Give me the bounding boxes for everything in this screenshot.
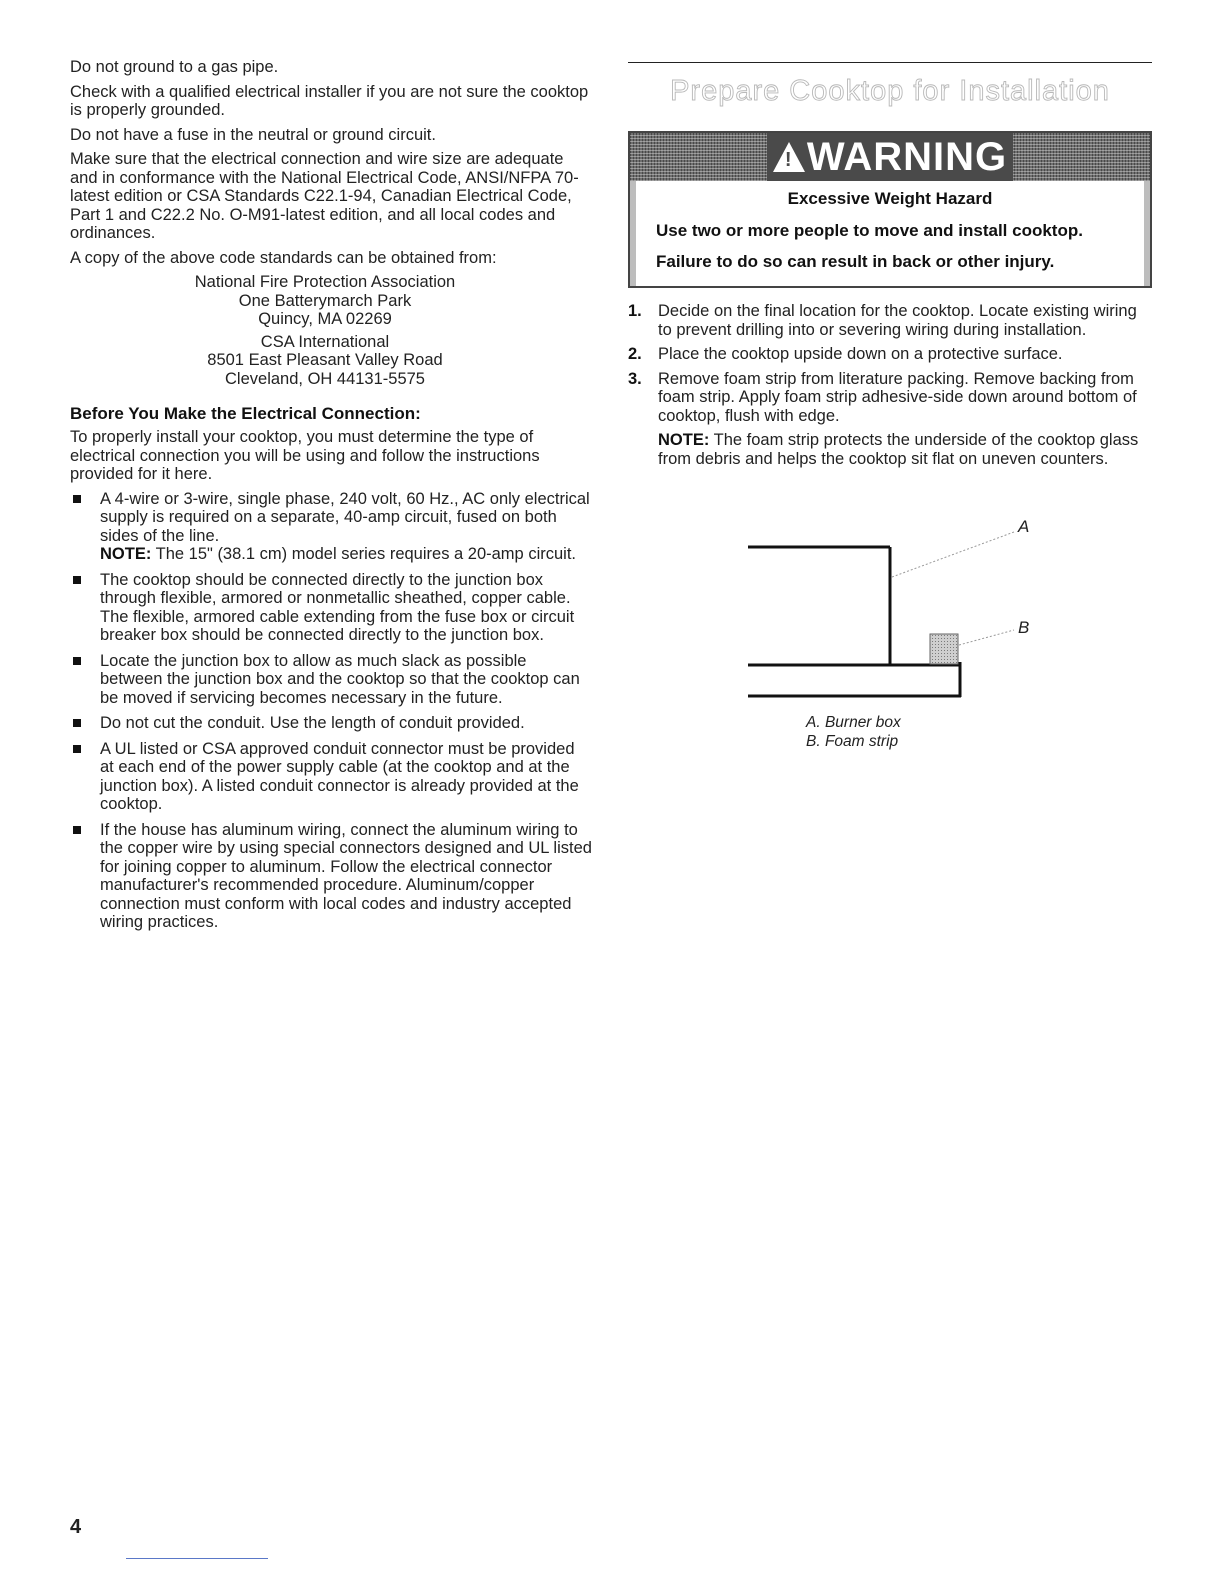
electrical-connection-intro: To properly install your cooktop, you must determine the type of electrical connection you will be using and follow the instructions provided for it here. xyxy=(70,428,540,483)
leader-line-b xyxy=(959,630,1014,645)
address-line: 8501 East Pleasant Valley Road xyxy=(207,351,443,369)
foam-strip-diagram xyxy=(740,512,1060,712)
footer-rule xyxy=(126,1558,268,1559)
warning-banner xyxy=(630,133,1150,181)
section-title: Prepare Cooktop for Installation xyxy=(670,75,1110,107)
address-line: Quincy, MA 02269 xyxy=(258,310,392,328)
intro-paragraph: Make sure that the electrical connection and wire size are adequate and in conformance with the National Electrical Code, ANSI/NFPA 70-latest edition or CSA Standards C22.1-94, Canadian Electrical Code, Part 1 and C22.2 No. O-M91-latest edition, and all local codes and ordinances. xyxy=(70,150,579,242)
intro-paragraph: Check with a qualified electrical installer if you are not sure the cooktop is properly grounded. xyxy=(70,82,589,119)
page-number: 4 xyxy=(70,1516,82,1538)
step-text: Place the cooktop upside down on a protective surface. xyxy=(658,345,1063,363)
square-bullet-icon xyxy=(73,719,81,727)
list-item-text: Do not cut the conduit. Use the length of conduit provided. xyxy=(100,714,525,732)
step-text: Remove foam strip from literature packing. Remove backing from foam strip. Apply foam strip adhesive-side down around bottom of cooktop, flush with edge. xyxy=(658,369,1137,425)
intro-paragraph: Do not have a fuse in the neutral or ground circuit. xyxy=(70,125,436,144)
warning-line: Failure to do so can result in back or other injury. xyxy=(656,252,1055,271)
cooktop-glass-outline xyxy=(748,662,961,697)
figure-label-a: A xyxy=(1018,517,1030,536)
installation-steps xyxy=(628,302,1152,468)
list-item-text: A 4-wire or 3-wire, single phase, 240 volt, 60 Hz., AC only electrical supply is required on a separate, 40-amp circuit, fused on both sides of the line. xyxy=(100,489,590,545)
square-bullet-icon xyxy=(73,657,81,665)
warning-word: WARNING xyxy=(806,135,1008,179)
figure-caption xyxy=(806,713,901,751)
warning-signal xyxy=(767,133,1013,181)
note-label: NOTE: xyxy=(100,545,152,563)
address-line: Cleveland, OH 44131-5575 xyxy=(225,369,425,388)
square-bullet-icon xyxy=(73,745,81,753)
intro-paragraph: Do not ground to a gas pipe. xyxy=(70,58,279,76)
step-item xyxy=(628,345,1152,364)
note-text: The 15" (38.1 cm) model series requires a 20-amp circuit. xyxy=(151,545,576,563)
square-bullet-icon xyxy=(73,826,81,834)
step-number: 1. xyxy=(628,302,642,320)
electrical-connection-heading: Before You Make the Electrical Connection: xyxy=(70,404,421,423)
list-item-text: The cooktop should be connected directly to the junction box through flexible, armored or nonmetallic sheathed, copper cable. The flexible, armored cable extending from the fuse box or circuit breaker box should be connected directly to the junction box. xyxy=(100,570,575,644)
list-item xyxy=(70,714,592,733)
caption-line: A. Burner box xyxy=(806,714,901,731)
square-bullet-icon xyxy=(73,495,81,503)
step-note xyxy=(658,431,1152,468)
step-text: Decide on the final location for the cooktop. Locate existing wiring to prevent drilling into or severing wiring during installation. xyxy=(658,302,1137,339)
foam-strip xyxy=(930,634,958,664)
list-item-text: A UL listed or CSA approved conduit connector must be provided at each end of the power supply cable (at the cooktop and at the junction box). A listed conduit connector is already provided at the cooktop. xyxy=(100,739,579,813)
list-item xyxy=(70,740,592,814)
caption-line: B. Foam strip xyxy=(806,733,899,750)
list-item-text: If the house has aluminum wiring, connect the aluminum wiring to the copper wire by using special connectors designed and UL listed for joining copper to aluminum. Follow the electrical connector manufacturer's recommended procedure. Aluminum/copper connection must conform with local codes and industry accepted wiring practices. xyxy=(100,820,592,931)
step-number: 2. xyxy=(628,345,642,363)
square-bullet-icon xyxy=(73,576,81,584)
step-item xyxy=(628,370,1152,469)
warning-triangle-icon: ! xyxy=(773,142,805,172)
intro-paragraph: A copy of the above code standards can be obtained from: xyxy=(70,248,497,267)
address-line: One Batterymarch Park xyxy=(238,291,412,310)
note-label: NOTE: xyxy=(658,431,710,449)
note-text: The foam strip protects the underside of the cooktop glass from debris and helps the cooktop sit flat on uneven counters. xyxy=(658,431,1139,468)
warning-box xyxy=(628,131,1152,288)
step-item xyxy=(628,302,1152,339)
list-item-text: Locate the junction box to allow as much slack as possible between the junction box and the cooktop so that the cooktop can be moved if servicing becomes necessary in the future. xyxy=(100,651,580,707)
address-line: National Fire Protection Association xyxy=(194,273,456,291)
warning-hazard-title: Excessive Weight Hazard xyxy=(787,189,993,208)
warning-body xyxy=(630,181,1150,286)
address-nfpa xyxy=(58,273,592,329)
list-item xyxy=(70,571,592,645)
right-column xyxy=(628,62,1152,474)
address-csa xyxy=(58,333,592,389)
step-number: 3. xyxy=(628,369,642,388)
figure-label-b: B xyxy=(1018,618,1030,637)
electrical-requirements-list xyxy=(70,490,592,932)
section-rule xyxy=(628,62,1152,63)
address-line: CSA International xyxy=(260,332,390,351)
list-item xyxy=(70,652,592,708)
warning-line: Use two or more people to move and install cooktop. xyxy=(656,221,1083,240)
list-item xyxy=(70,821,592,932)
left-column xyxy=(70,58,592,939)
burner-box-outline xyxy=(748,547,890,665)
list-item xyxy=(70,490,592,564)
leader-line-a xyxy=(892,532,1014,577)
